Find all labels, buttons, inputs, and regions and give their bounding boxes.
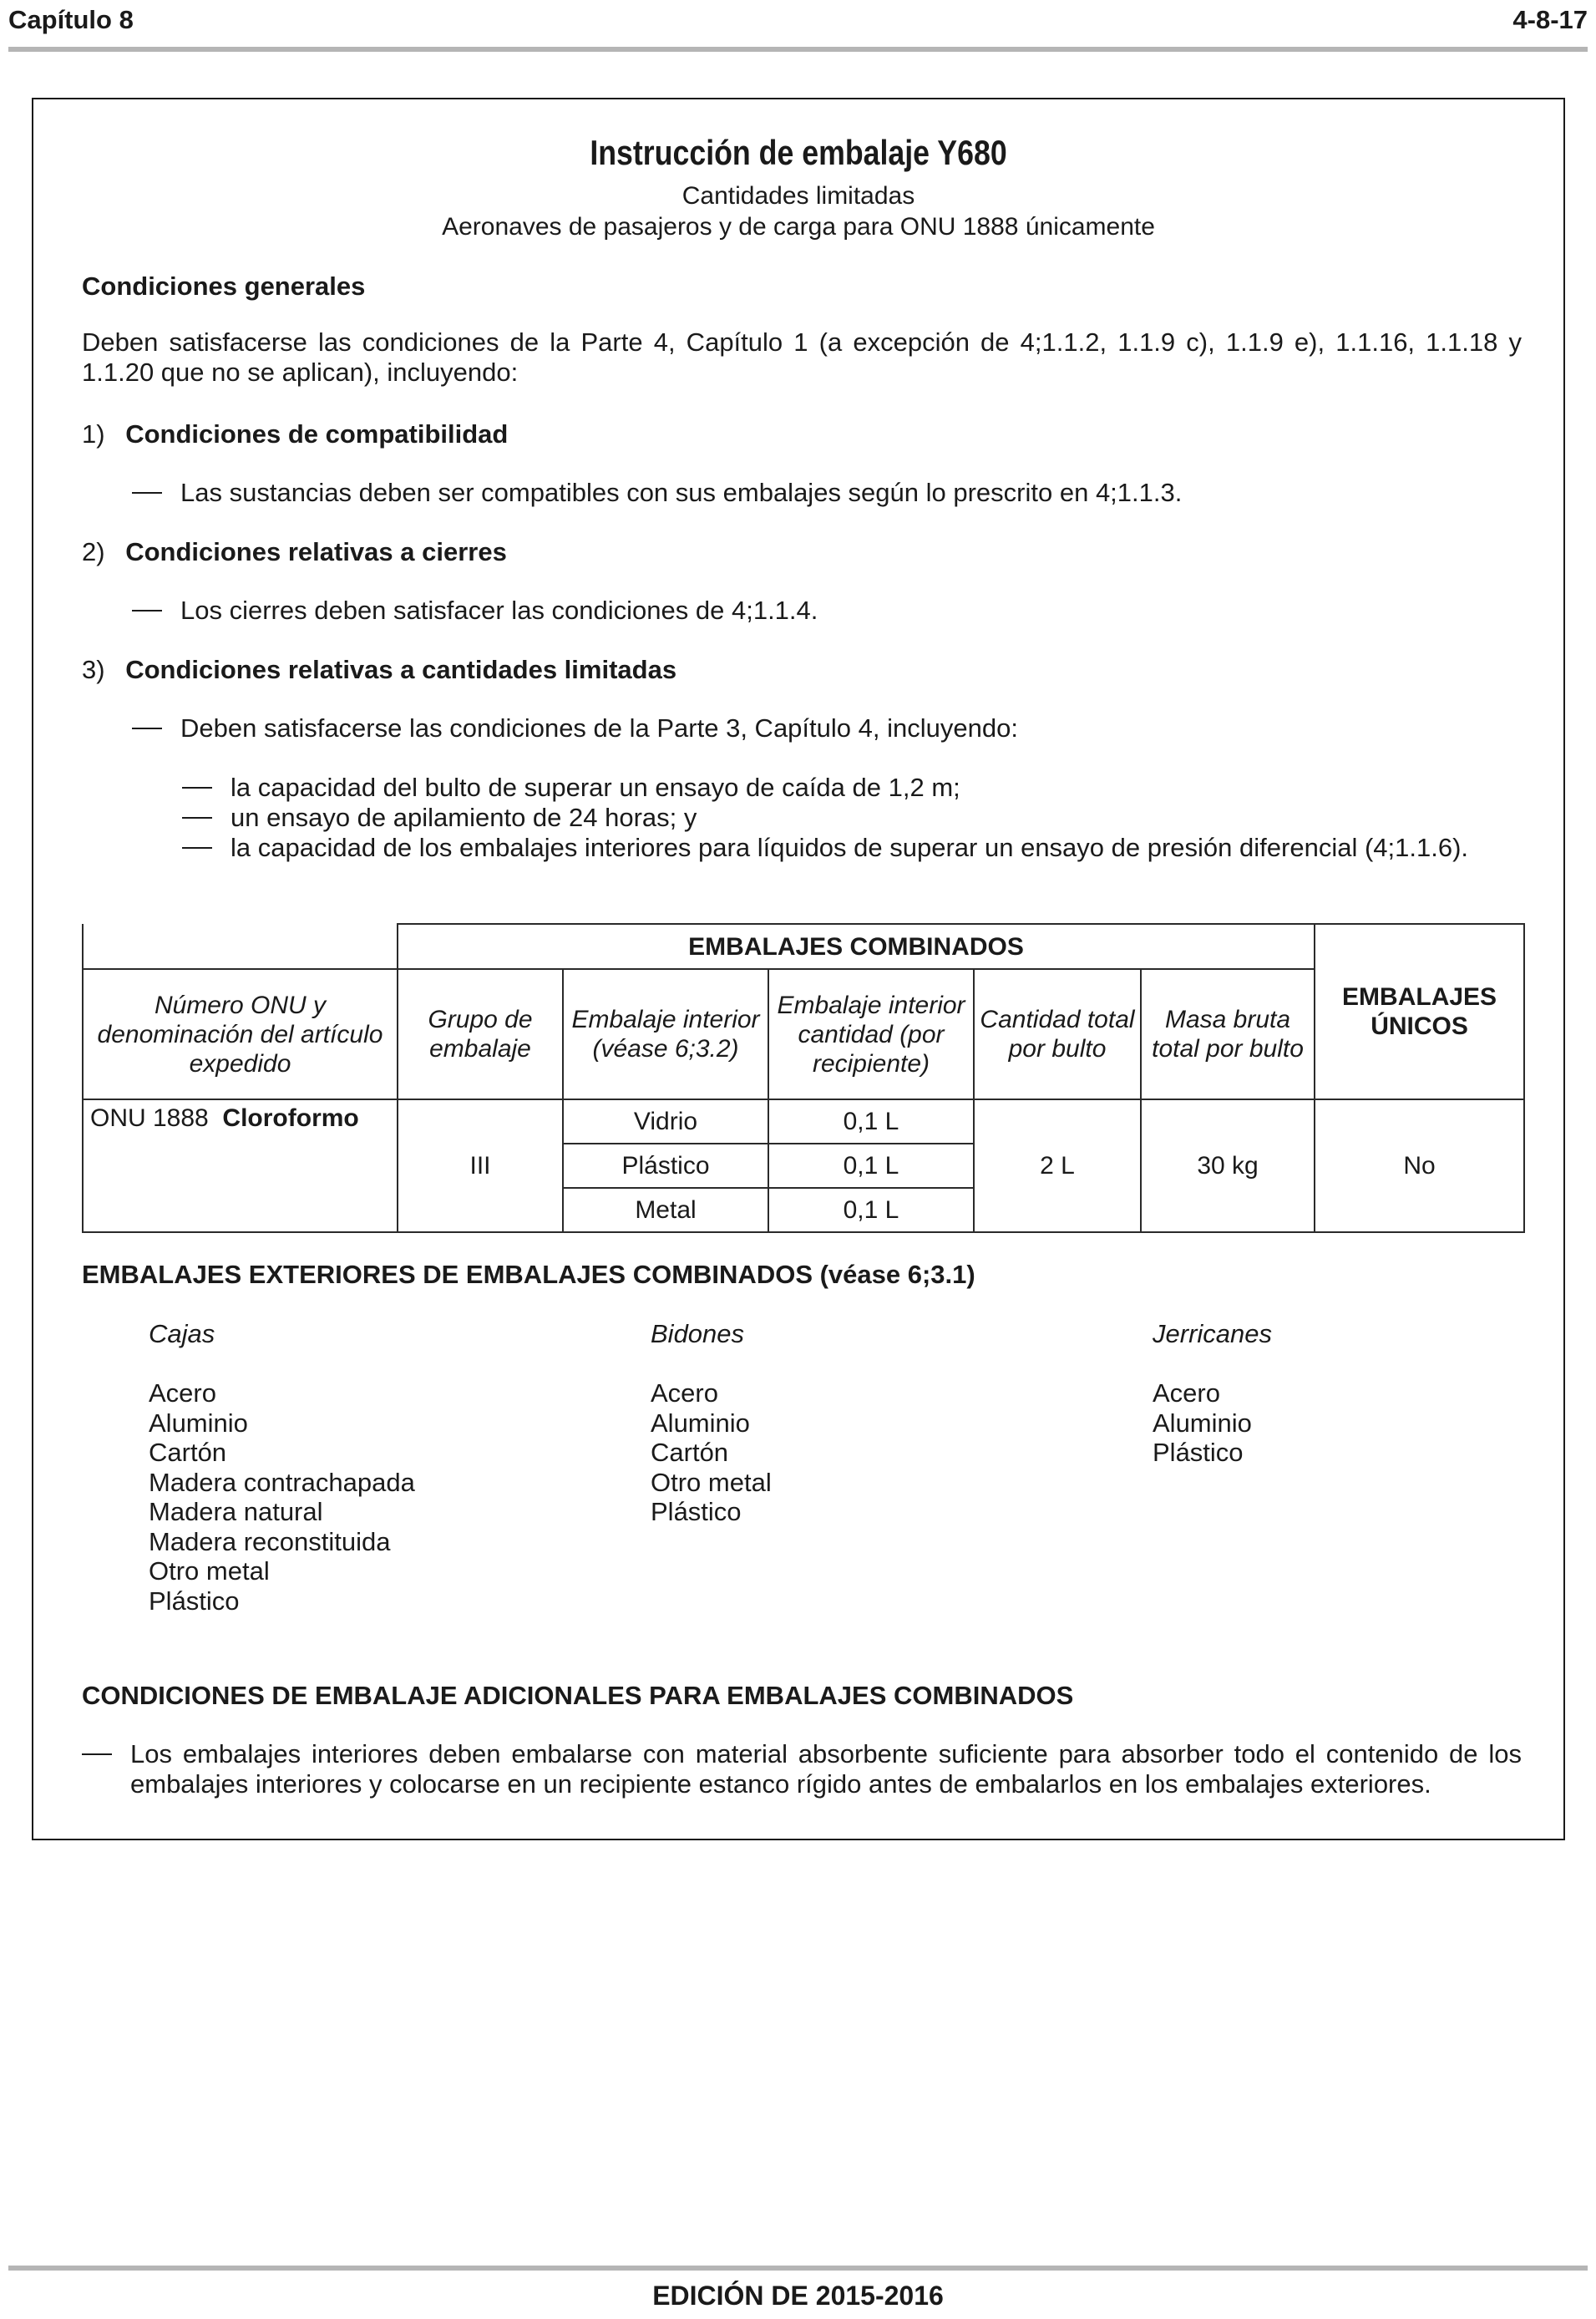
dash-bullet — [182, 787, 212, 789]
inner-material: Plástico — [563, 1144, 768, 1188]
un-name: Cloroformo — [222, 1104, 359, 1132]
outer-packagings-heading: EMBALAJES EXTERIORES DE EMBALAJES COMBINADOS (véase 6;3.1) — [82, 1260, 975, 1289]
chapter-label: Capítulo 8 — [8, 5, 134, 34]
list-item: Aluminio — [1153, 1408, 1252, 1438]
list-item: Cartón — [149, 1438, 227, 1467]
condition-3-text: Deben satisfacerse las condiciones de la Parte 3, Capítulo 4, incluyendo: — [180, 713, 1018, 743]
condition-2-number: 2) — [82, 537, 105, 566]
list-item: Acero — [149, 1378, 216, 1408]
condition-3-item — [132, 713, 1018, 743]
sub-item-3 — [182, 833, 1522, 863]
un-number: ONU 1888 — [90, 1104, 209, 1132]
sub-item-3-text: la capacidad de los embalajes interiores para líquidos de superar un ensayo de presión diferencial (4;1.1.6). — [231, 833, 1469, 862]
list-item: Plástico — [651, 1497, 742, 1526]
list-item: Otro metal — [651, 1467, 772, 1497]
list-item: Acero — [651, 1378, 718, 1408]
inner-quantity: 0,1 L — [768, 1188, 974, 1232]
general-conditions-heading: Condiciones generales — [82, 271, 366, 301]
condition-1-title: Condiciones de compatibilidad — [125, 419, 509, 449]
page-number: 4-8-17 — [1512, 5, 1588, 34]
list-item: Aluminio — [149, 1408, 248, 1438]
column-title: Cajas — [149, 1319, 215, 1348]
additional-conditions-heading: CONDICIONES DE EMBALAJE ADICIONALES PARA EMBALAJES COMBINADOS — [82, 1681, 1074, 1710]
list-item: Aluminio — [651, 1408, 750, 1438]
combined-packagings-header: EMBALAJES COMBINADOS — [398, 924, 1315, 969]
list-item: Madera contrachapada — [149, 1467, 415, 1497]
general-conditions-text: Deben satisfacerse las condiciones de la Parte 4, Capítulo 1 (a excepción de 4;1.1.2, 1.1.9 c), 1.1.9 e), 1.1.16, 1.1.18 y 1.1.20 que no se aplican), incluyendo: — [82, 327, 1522, 387]
instruction-subtitle-aircraft: Aeronaves de pasajeros y de carga para ONU 1888 únicamente — [442, 213, 1155, 241]
condition-3-title: Condiciones relativas a cantidades limitadas — [125, 655, 677, 684]
additional-conditions-item — [82, 1739, 1522, 1799]
additional-conditions-text: Los embalajes interiores deben embalarse con material absorbente suficiente para absorber todo el contenido de los embalajes interiores y colocarse en un recipiente estanco rígido antes de embalarlos en los embalajes exteriores. — [130, 1739, 1522, 1799]
list-item: Otro metal — [149, 1556, 270, 1586]
condition-2-heading — [82, 537, 507, 567]
packing-group-header: Grupo de embalaje — [398, 969, 563, 1099]
total-quantity-header: Cantidad total por bulto — [974, 969, 1141, 1099]
table-corner-cell — [83, 924, 398, 969]
condition-2-item — [132, 596, 818, 626]
un-entry-cell — [83, 1099, 398, 1232]
un-number-header: Número ONU y denominación del artículo expedido — [83, 969, 398, 1099]
inner-material: Metal — [563, 1188, 768, 1232]
inner-quantity: 0,1 L — [768, 1099, 974, 1144]
instruction-subtitle-quantities: Cantidades limitadas — [681, 182, 915, 210]
dash-bullet — [132, 728, 162, 729]
list-item: Cartón — [651, 1438, 729, 1467]
footer-rule — [8, 2266, 1588, 2271]
condition-1-text: Las sustancias deben ser compatibles con sus embalajes según lo prescrito en 4;1.1.3. — [180, 478, 1183, 507]
header-rule — [8, 47, 1588, 52]
dash-bullet — [182, 847, 212, 849]
column-title: Jerricanes — [1153, 1319, 1272, 1348]
total-quantity-value: 2 L — [974, 1099, 1141, 1232]
condition-3-number: 3) — [82, 655, 105, 684]
page-header — [8, 5, 1588, 38]
inner-material: Vidrio — [563, 1099, 768, 1144]
condition-2-title: Condiciones relativas a cierres — [125, 537, 507, 566]
condition-3-heading — [82, 655, 676, 685]
dash-bullet — [82, 1753, 112, 1755]
edition-footer: EDICIÓN DE 2015-2016 — [652, 2281, 944, 2311]
sub-item-1-text: la capacidad del bulto de superar un ensayo de caída de 1,2 m; — [231, 773, 960, 802]
outer-packagings-list — [33, 1319, 1563, 1720]
gross-mass-value: 30 kg — [1141, 1099, 1315, 1232]
list-item: Madera natural — [149, 1497, 323, 1526]
inner-packaging-header: Embalaje interior (véase 6;3.2) — [563, 969, 768, 1099]
dash-bullet — [132, 492, 162, 494]
sub-item-2 — [182, 803, 697, 833]
condition-2-text: Los cierres deben satisfacer las condiciones de 4;1.1.4. — [180, 596, 818, 625]
outer-column-jerricans — [1153, 1319, 1272, 1468]
list-item: Madera reconstituida — [149, 1526, 391, 1556]
condition-1-heading — [82, 419, 508, 449]
inner-quantity: 0,1 L — [768, 1144, 974, 1188]
condition-1-item — [132, 478, 1182, 508]
column-title: Bidones — [651, 1319, 745, 1348]
instruction-box — [32, 98, 1565, 1840]
sub-item-2-text: un ensayo de apilamiento de 24 horas; y — [231, 803, 697, 832]
single-packagings-value: No — [1315, 1099, 1524, 1232]
instruction-title: Instrucción de embalaje Y680 — [590, 133, 1007, 172]
list-item: Acero — [1153, 1378, 1220, 1408]
outer-column-drums — [651, 1319, 772, 1527]
inner-quantity-header: Embalaje interior cantidad (por recipiente) — [768, 969, 974, 1099]
list-item: Plástico — [1153, 1438, 1244, 1467]
dash-bullet — [182, 817, 212, 819]
packing-table — [82, 923, 1525, 1233]
dash-bullet — [132, 610, 162, 611]
condition-1-number: 1) — [82, 419, 105, 449]
outer-column-boxes — [149, 1319, 415, 1616]
gross-mass-header: Masa bruta total por bulto — [1141, 969, 1315, 1099]
single-packagings-header: EMBALAJES ÚNICOS — [1315, 924, 1524, 1099]
packing-group-value: III — [398, 1099, 563, 1232]
list-item: Plástico — [149, 1586, 240, 1616]
sub-item-1 — [182, 773, 960, 803]
